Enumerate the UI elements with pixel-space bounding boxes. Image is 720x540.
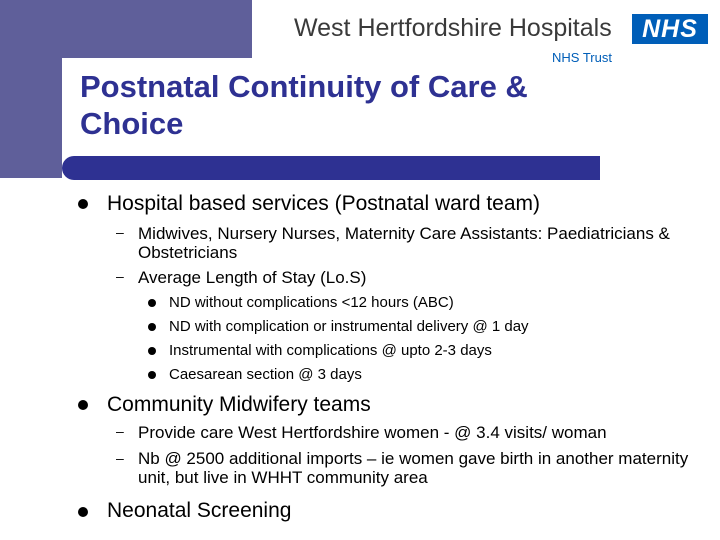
- sub-item-provide-care: Provide care West Hertfordshire women - @ 3.4 visits/ woman: [138, 423, 607, 442]
- trust-label: NHS Trust: [552, 50, 612, 65]
- slide-title: Postnatal Continuity of Care & Choice: [80, 69, 528, 141]
- sub-item-imports: Nb @ 2500 additional imports – ie women gave birth in another maternity unit, but live in WHHT community area: [138, 449, 689, 487]
- dash-icon: –: [116, 268, 124, 284]
- bullet-icon: [148, 323, 156, 331]
- bullet-item-community-midwifery: Community Midwifery teams: [107, 393, 371, 416]
- bullet-icon: [148, 347, 156, 355]
- los-item-2: ND with complication or instrumental delivery @ 1 day: [169, 318, 529, 335]
- bullet-icon: [78, 199, 88, 209]
- bullet-icon: [78, 400, 88, 410]
- bullet-icon: [78, 507, 88, 517]
- los-item-1: ND without complications <12 hours (ABC): [169, 294, 454, 311]
- bullet-icon: [148, 299, 156, 307]
- los-item-4: Caesarean section @ 3 days: [169, 366, 362, 383]
- dash-icon: –: [116, 450, 124, 466]
- sub-item-length-of-stay: Average Length of Stay (Lo.S): [138, 268, 367, 287]
- nhs-logo: NHS: [632, 14, 708, 44]
- dash-icon: –: [116, 423, 124, 439]
- bullet-item-neonatal-screening: Neonatal Screening: [107, 499, 292, 522]
- bullet-item-hospital-services: Hospital based services (Postnatal ward team): [107, 192, 541, 215]
- los-item-3: Instrumental with complications @ upto 2-3 days: [169, 342, 492, 359]
- bullet-icon: [148, 371, 156, 379]
- organization-name: West Hertfordshire Hospitals: [294, 14, 612, 42]
- sub-item-staff: Midwives, Nursery Nurses, Maternity Care Assistants: Paediatricians & Obstetricians: [138, 224, 670, 262]
- dash-icon: –: [116, 224, 124, 240]
